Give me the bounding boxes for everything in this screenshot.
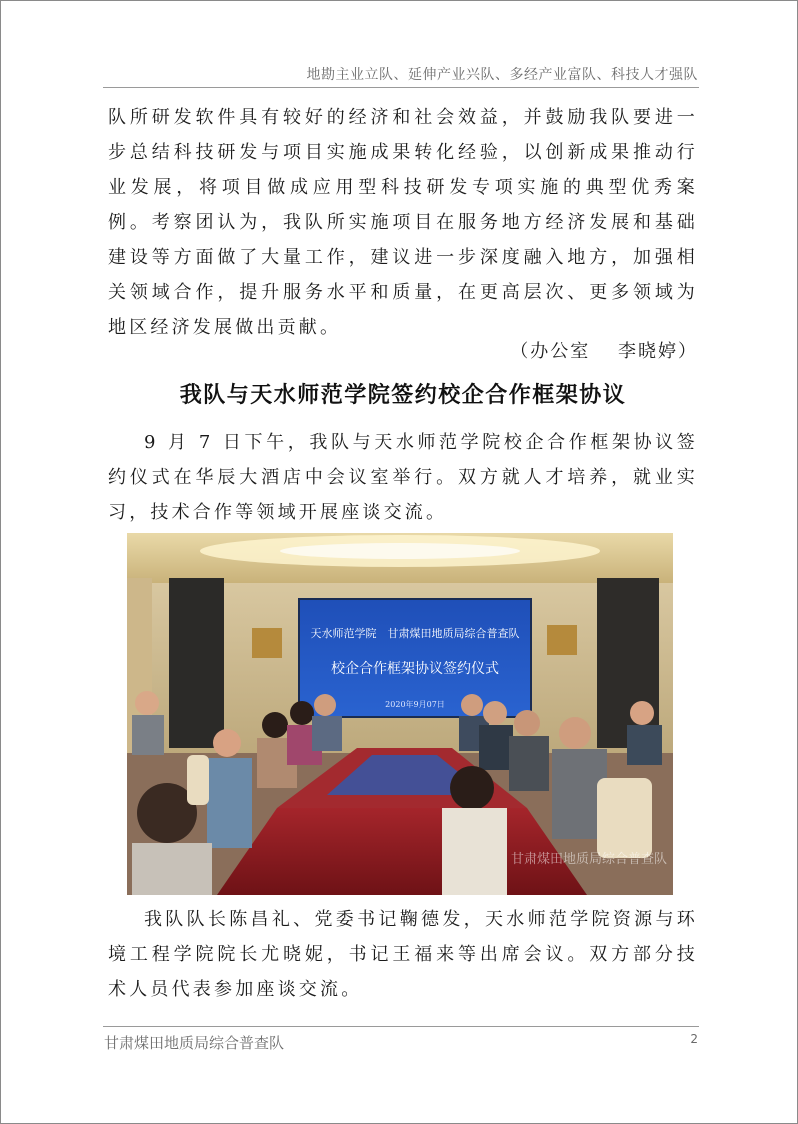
banner-line1: 天水师范学院 甘肃煤田地质局综合普查队	[310, 627, 520, 640]
article2-paragraph2: 我队队长陈昌礼、党委书记鞠德发，天水师范学院资源与环境工程学院院长尤晓妮，书记王福来等出席会议。双方部分技术人员代表参加座谈交流。	[108, 909, 698, 1000]
wall-lamp-left	[252, 628, 282, 658]
signing-ceremony-photo	[127, 533, 673, 895]
photo-watermark: 甘肃煤田地质局综合普查队	[510, 852, 668, 867]
header-rule	[103, 87, 699, 88]
marble-pillar-right	[597, 578, 659, 748]
article2-paragraph1: 9 月 7 日下午，我队与天水师范学院校企合作框架协议签约仪式在华辰大酒店中会议室举行。双方就人才培养，就业实习，技术合作等领域开展座谈交流。	[108, 432, 698, 523]
banner-date: 2020年9月07日	[385, 700, 445, 709]
footer-org-name: 甘肃煤田地质局综合普查队	[104, 1034, 285, 1052]
article2-title: 我队与天水师范学院签约校企合作框架协议	[179, 383, 627, 408]
chair-left	[187, 755, 209, 805]
wall-lamp-right	[547, 625, 577, 655]
chair-right	[597, 778, 652, 858]
header-slogan: 地勘主业立队、延伸产业兴队、多经产业富队、科技人才强队	[306, 67, 698, 83]
banner-line2: 校企合作框架协议签约仪式	[331, 661, 499, 677]
page-number: 2	[690, 1032, 698, 1046]
article1-signature: （办公室 李晓婷）	[510, 341, 698, 362]
article1-paragraph: 队所研发软件具有较好的经济和社会效益，并鼓励我队要进一步总结科技研发与项目实施成果转化经验，以创新成果推动行业发展，将项目做成应用型科技研发专项实施的典型优秀案例。考察团认为，我队所实施项目在服务地方经济发展和基础建设等方面做了大量工作，建议进一步深度融入地方，加强相关领域合作，提升服务水平和质量，在更高层次、更多领域为地区经济发展做出贡献。	[108, 107, 698, 338]
footer-rule	[103, 1026, 699, 1027]
marble-pillar-left	[169, 578, 224, 748]
